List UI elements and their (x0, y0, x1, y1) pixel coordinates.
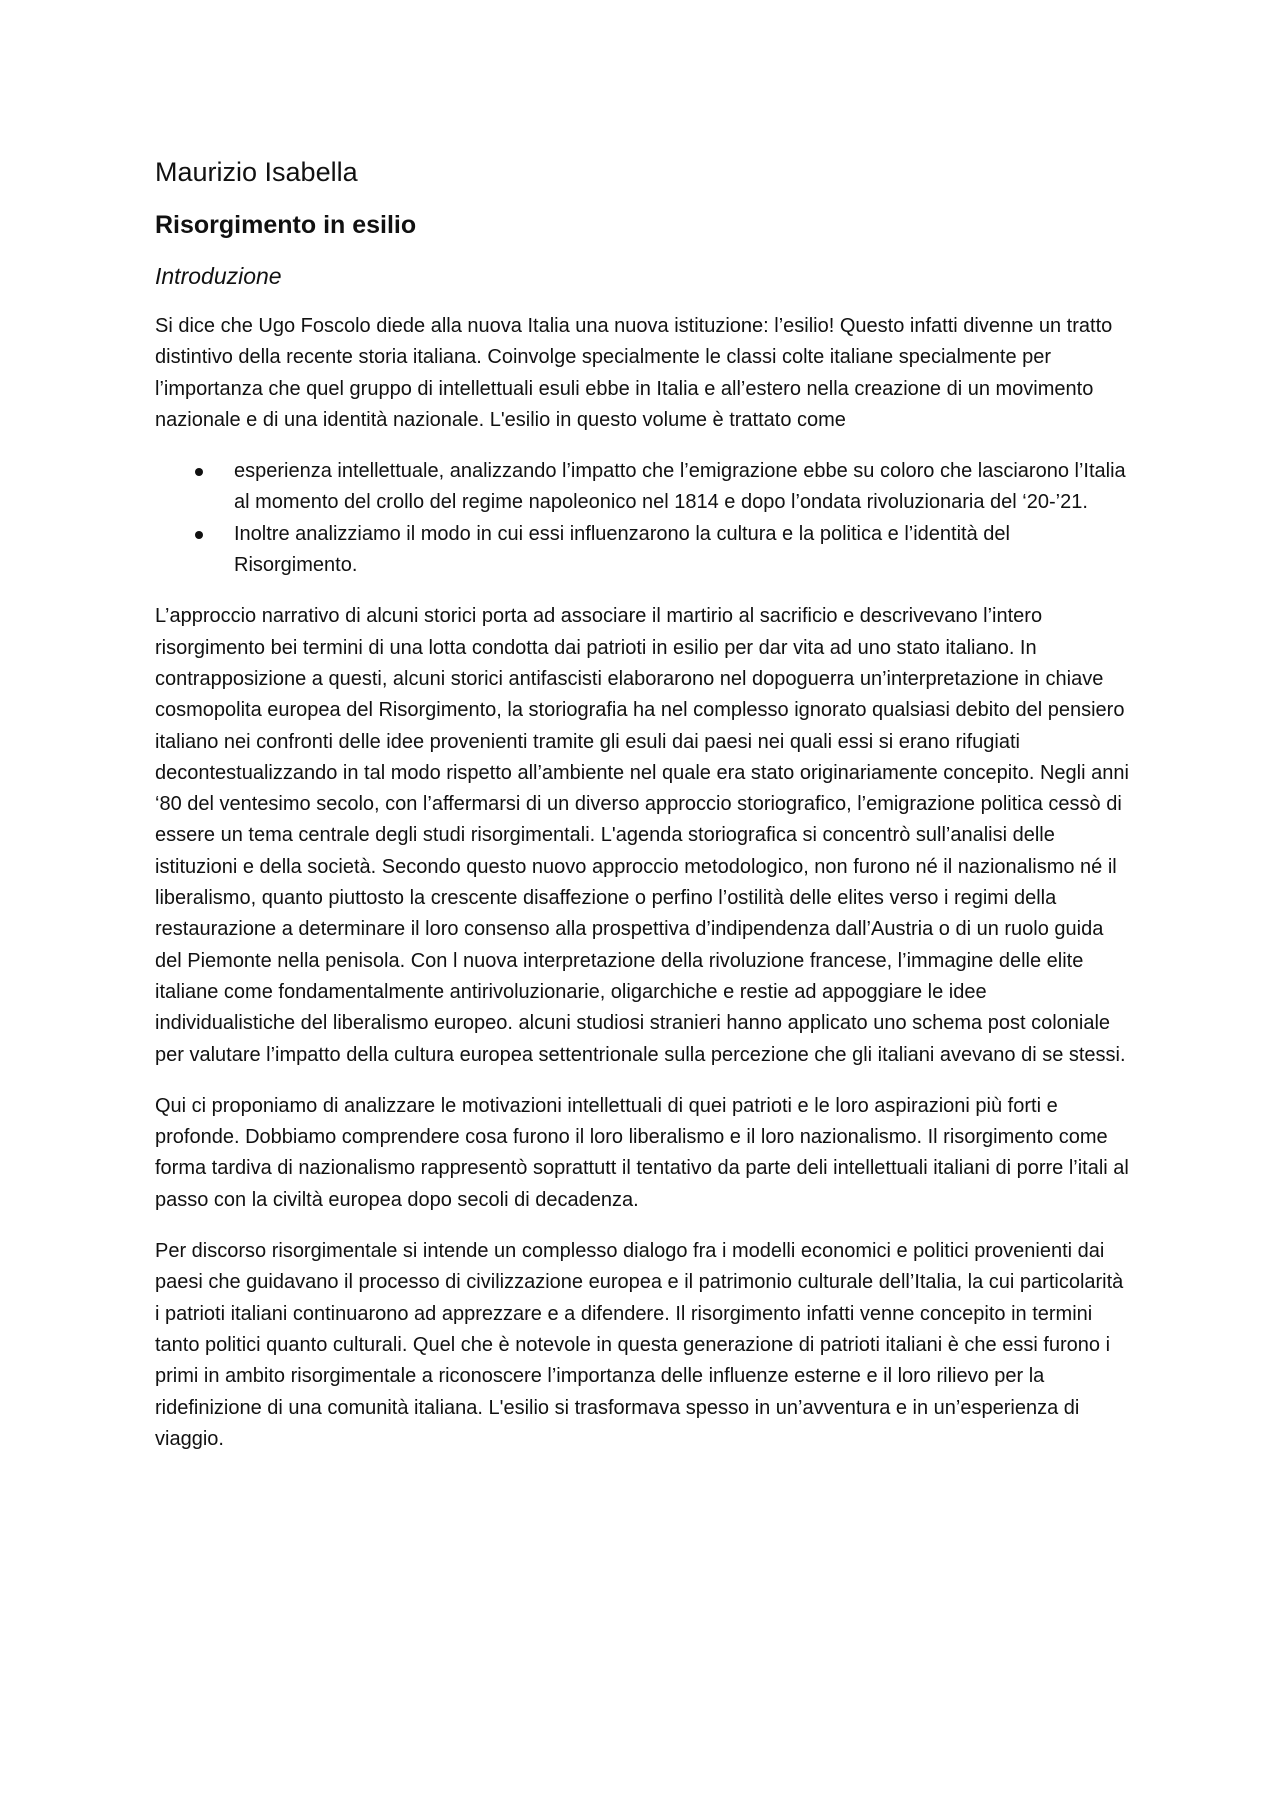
list-item-text: esperienza intellettuale, analizzando l’impatto che l’emigrazione ebbe su coloro che lasciarono l’Italia al momento del crollo del regime napoleonico nel 1814 e dopo l’ondata rivoluzionaria del ‘20-’21. (234, 460, 1126, 514)
aims-paragraph: Qui ci proponiamo di analizzare le motivazioni intellettuali di quei patrioti e le loro aspirazioni più forti e profonde. Dobbiamo comprendere cosa furono il loro liberalismo e il loro nazionalismo. Il risorgimento come forma tardiva di nazionalismo rappresentò soprattutt il tentativo da parte deli intellettuali italiani di porre l’itali al passo con la civiltà europea dopo secoli di decadenza. (155, 1094, 1129, 1211)
bullet-icon (195, 468, 203, 476)
discourse-paragraph: Per discorso risorgimentale si intende un complesso dialogo fra i modelli economici e politici provenienti dai paesi che guidavano il processo di civilizzazione europea e il patrimonio culturale dell’Italia, la cui particolarità i patrioti italiani continuarono ad apprezzare e a difendere. Il risorgimento infatti venne concepito in termini tanto politici quanto culturali. Quel che è notevole in questa generazione di patrioti italiani è che essi furono i primi in ambito risorgimentale a riconoscere l’importanza delle influenze esterne e il loro rilievo per la ridefinizione di una comunità italiana. L'esilio si trasformava spesso in un’avventura e in un’esperienza di viaggio. (155, 1240, 1124, 1450)
list-item (155, 519, 1130, 582)
intro-paragraph: Si dice che Ugo Foscolo diede alla nuova Italia una nuova istituzione: l’esilio! Questo infatti divenne un tratto distintivo della recente storia italiana. Coinvolge specialmente le classi colte italiane specialmente per l’importanza che quel gruppo di intellettuali esuli ebbe in Italia e all’estero nella creazione di un movimento nazionale e di una identità nazionale. L'esilio in questo volume è trattato come (155, 315, 1113, 431)
document-title: Risorgimento in esilio (155, 211, 417, 239)
list-item (155, 456, 1130, 519)
list-item-text: Inoltre analizziamo il modo in cui essi influenzarono la cultura e la politica e l’identità del Risorgimento. (234, 522, 1010, 577)
section-heading: Introduzione (155, 263, 282, 289)
bullet-list (155, 456, 1130, 581)
bullet-icon (195, 531, 203, 539)
document-page (155, 155, 1130, 1475)
author-name: Maurizio Isabella (155, 157, 358, 187)
historiography-paragraph: L’approccio narrativo di alcuni storici porta ad associare il martirio al sacrificio e descrivevano l’intero risorgimento bei termini di una lotta condotta dai patrioti in esilio per dar vita ad uno stato italiano. In contrapposizione a questi, alcuni storici antifascisti elaborarono nel dopoguerra un’interpretazione in chiave cosmopolita europea del Risorgimento, la storiografia ha nel complesso ignorato qualsiasi debito del pensiero italiano nei confronti delle idee provenienti tramite gli esuli dai paesi nei quali essi si erano rifugiati decontestualizzando in tal modo rispetto all’ambiente nel quale era stato originariamente concepito. Negli anni ‘80 del ventesimo secolo, con l’affermarsi di un diverso approccio storiografico, l’emigrazione politica cessò di essere un tema centrale degli studi risorgimentali. L'agenda storiografica si concentrò sull’analisi delle istituzioni e della società. Secondo questo nuovo approccio metodologico, non furono né il nazionalismo né il liberalismo, quanto piuttosto la crescente disaffezione o perfino l’ostilità delle elites verso i regimi della restaurazione a determinare il loro consenso alla prospettiva d’indipendenza dall’Austria o di un ruolo guida del Piemonte nella penisola. Con l nuova interpretazione della rivoluzione francese, l’immagine delle elite italiane come fondamentalmente antirivoluzionarie, oligarchiche e restie ad appoggiare le idee individualistiche del liberalismo europeo. alcuni studiosi stranieri hanno applicato uno schema post coloniale per valutare l’impatto della cultura europea settentrionale sulla percezione che gli italiani avevano di se stessi. (155, 605, 1129, 1066)
